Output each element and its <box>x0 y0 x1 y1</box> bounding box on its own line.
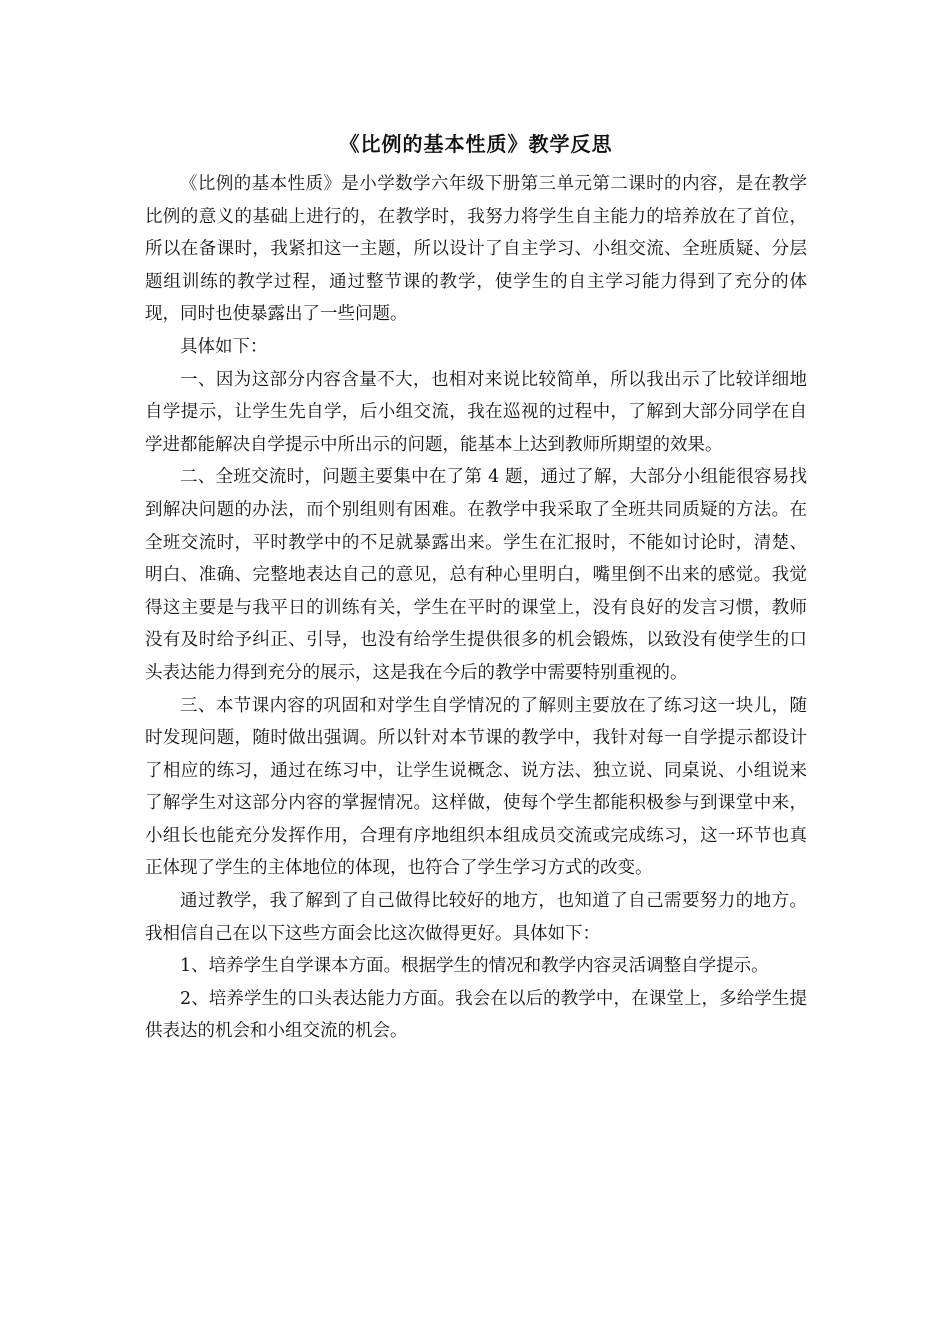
paragraph-point-two: 二、全班交流时，问题主要集中在了第 4 题，通过了解，大部分小组能很容易找到解决问题的办法，而个别组则有困难。在教学中我采取了全班共同质疑的方法。在全班交流时，平时教学中的不足就暴露出来。学生在汇报时，不能如讨论时，清楚、明白、准确、完整地表达自己的意见，总有种心里明白，嘴里倒不出来的感觉。我觉得这主要是与我平日的训练有关，学生在平时的课堂上，没有良好的发言习惯，教师没有及时给予纠正、引导，也没有给学生提供很多的机会锻炼，以致没有使学生的口头表达能力得到充分的展示，这是我在今后的教学中需要特别重视的。 <box>145 467 807 683</box>
paragraph-details-heading: 具体如下： <box>180 336 268 357</box>
paragraph-point-three: 三、本节课内容的巩固和对学生自学情况的了解则主要放在了练习这一块儿，随时发现问题，随时做出强调。所以针对本节课的教学中，我针对每一自学提示都设计了相应的练习，通过在练习中，让学生说概念、说方法、独立说、同桌说、小组说来了解学生对这部分内容的掌握情况。这样做，使每个学生都能积极参与到课堂中来，小组长也能充分发挥作用，合理有序地组织本组成员交流或完成练习，这一环节也真正体现了学生的主体地位的体现，也符合了学生学习方式的改变。 <box>145 695 807 879</box>
paragraph-intro: 《比例的基本性质》是小学数学六年级下册第三单元第二课时的内容，是在教学比例的意义的基础上进行的，在教学时，我努力将学生自主能力的培养放在了首位，所以在备课时，我紧扣这一主题，所以设计了自主学习、小组交流、全班质疑、分层题组训练的教学过程，通过整节课的教学，使学生的自主学习能力得到了充分的体现，同时也使暴露出了一些问题。 <box>145 174 807 325</box>
paragraph-point-one: 一、因为这部分内容含量不大，也相对来说比较简单，所以我出示了比较详细地自学提示，让学生先自学，后小组交流，我在巡视的过程中，了解到大部分同学在自学进都能解决自学提示中所出示的问题，能基本上达到教师所期望的效果。 <box>145 369 807 455</box>
paragraph-item-2: 2、培养学生的口头表达能力方面。我会在以后的教学中，在课堂上，多给学生提供表达的机会和小组交流的机会。 <box>145 988 807 1042</box>
paragraph-item-1: 1、培养学生自学课本方面。根据学生的情况和教学内容灵活调整自学提示。 <box>180 956 769 977</box>
paragraph-summary: 通过教学，我了解到了自己做得比较好的地方，也知道了自己需要努力的地方。我相信自己在以下这些方面会比这次做得更好。具体如下： <box>145 891 807 944</box>
document-page <box>145 126 807 1048</box>
document-title: 《比例的基本性质》教学反思 <box>339 132 613 156</box>
